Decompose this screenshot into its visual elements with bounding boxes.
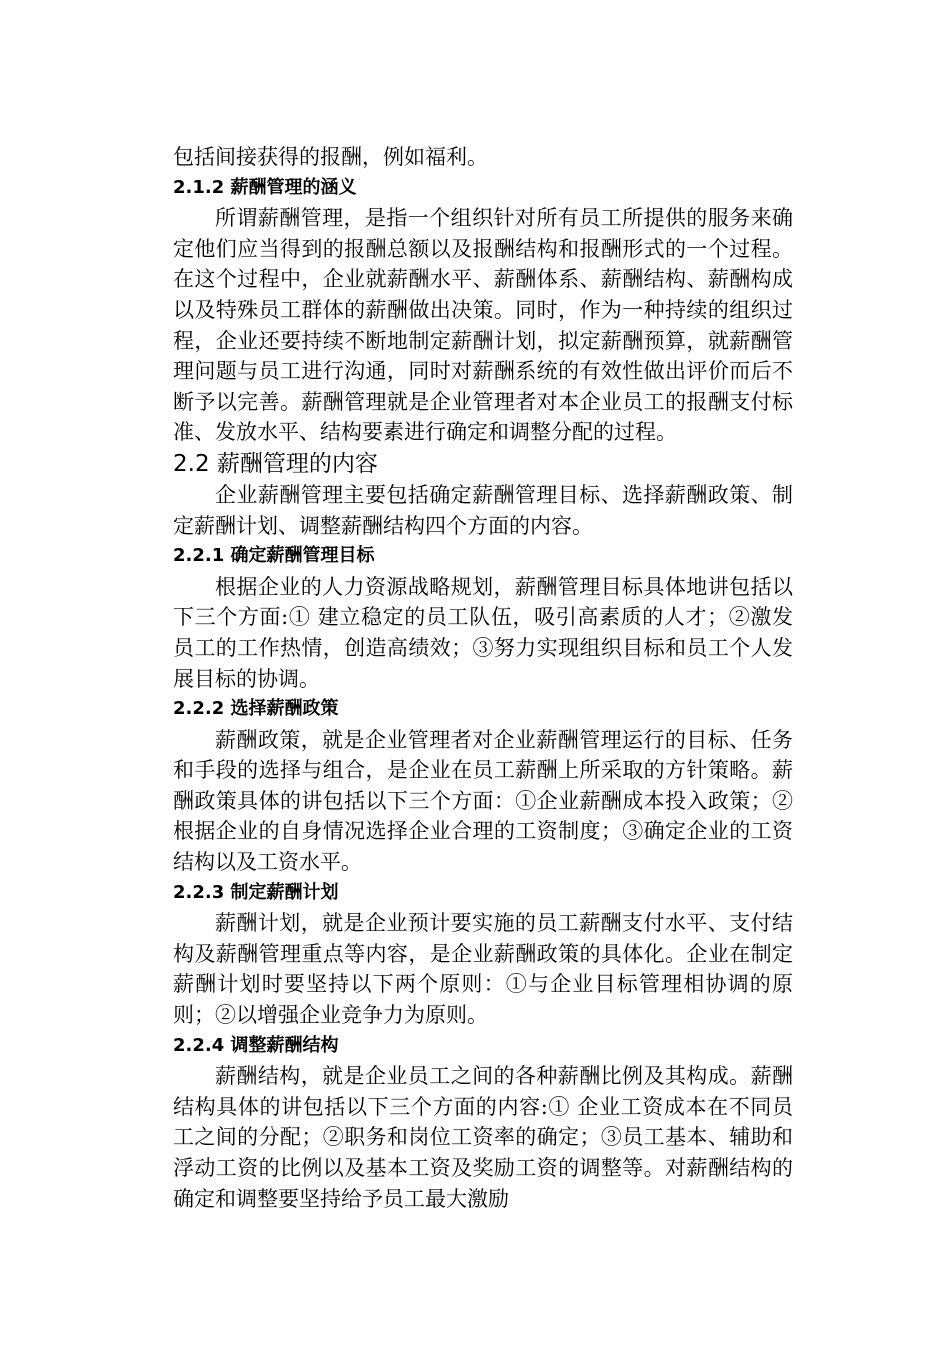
paragraph: 薪酬结构，就是企业员工之间的各种薪酬比例及其构成。薪酬结构具体的讲包括以下三个方面的内容:① 企业工资成本在不同员工之间的分配；②职务和岗位工资率的确定；③员工基本、辅助和浮动工资的比例以及基本工资及奖励工资的调整等。对薪酬结构的确定和调整要坚持给予员工最大激励 xyxy=(173,1064,793,1211)
paragraph: 根据企业的人力资源战略规划，薪酬管理目标具体地讲包括以下三个方面:① 建立稳定的员工队伍，吸引高素质的人才；②激发员工的工作热情，创造高绩效；③努力实现组织目标和员工个人发展目标的协调。 xyxy=(173,574,793,691)
paragraph: 薪酬政策，就是企业管理者对企业薪酬管理运行的目标、任务和手段的选择与组合，是企业在员工薪酬上所采取的方针策略。薪酬政策具体的讲包括以下三个方面：①企业薪酬成本投入政策；②根据企业的自身情况选择企业合理的工资制度；③确定企业的工资结构以及工资水平。 xyxy=(173,727,793,875)
section-heading-2-2-3: 2.2.3 制定薪酬计划 xyxy=(173,881,339,903)
paragraph: 所谓薪酬管理，是指一个组织针对所有员工所提供的服务来确定他们应当得到的报酬总额以及报酬结构和报酬形式的一个过程。在这个过程中，企业就薪酬水平、薪酬体系、薪酬结构、薪酬构成以及特殊员工群体的薪酬做出决策。同时，作为一种持续的组织过程，企业还要持续不断地制定薪酬计划，拟定薪酬预算，就薪酬管理问题与员工进行沟通，同时对薪酬系统的有效性做出评价而后不断予以完善。薪酬管理就是企业管理者对本企业员工的报酬支付标准、发放水平、结构要素进行确定和调整分配的过程。 xyxy=(173,206,793,445)
section-heading-2-2-4: 2.2.4 调整薪酬结构 xyxy=(173,1034,339,1056)
document-page xyxy=(173,142,793,1214)
section-heading-2-1-2: 2.1.2 薪酬管理的涵义 xyxy=(173,176,357,198)
paragraph: 薪酬计划，就是企业预计要实施的员工薪酬支付水平、支付结构及薪酬管理重点等内容，是企业薪酬政策的具体化。企业在制定薪酬计划时要坚持以下两个原则：①与企业目标管理相协调的原则；②以增强企业竞争力为原则。 xyxy=(173,911,793,1028)
section-heading-2-2-1: 2.2.1 确定薪酬管理目标 xyxy=(173,545,375,567)
section-heading-2-2: 2.2 薪酬管理的内容 xyxy=(173,450,378,477)
section-heading-2-2-2: 2.2.2 选择薪酬政策 xyxy=(173,698,339,720)
paragraph: 企业薪酬管理主要包括确定薪酬管理目标、选择薪酬政策、制定薪酬计划、调整薪酬结构四个方面的内容。 xyxy=(173,482,793,538)
paragraph: 包括间接获得的报酬，例如福利。 xyxy=(173,145,488,169)
